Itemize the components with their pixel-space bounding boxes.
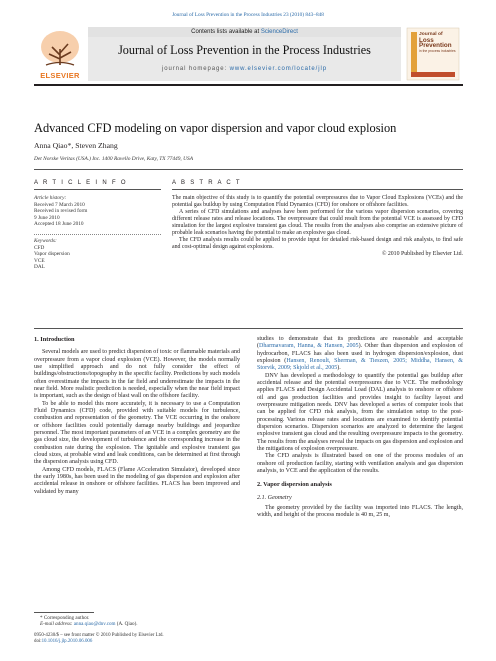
- section-heading-introduction: 1. Introduction: [34, 336, 75, 343]
- sciencedirect-link[interactable]: ScienceDirect: [260, 29, 298, 35]
- doi-line: [34, 639, 164, 645]
- keywords-label: Keywords:: [34, 238, 57, 244]
- body-right-column: [257, 336, 463, 520]
- body-paragraph: DNV has developed a methodology to quantify the potential gas buildup after accidental release and the potential overpressures due to VCE. The methodology applies FLACS and Design Accidental Load (DAL) analysis to onshore or offshore oil and gas production facilities and provides insight to facility layout and overpressure mitigation needs. DNV has developed a series of computer tools that can be applied for CFD risk analysis, from the simulation setup to the post-processing. Various release rates and locations are examined to identify potential dispersion scenarios. Dispersion scenarios are analyzed to determine the largest explosive transient gas cloud and the resulting overpressure impacts to the geometry. The results from the analyses reveal the impacts on gas dispersion and explosion and the mitigations of explosion overpressure.: [257, 372, 463, 452]
- body-paragraph: To be able to model this more accurately, it is necessary to use a Computation Fluid Dynamics (CFD) code, provided with suitable models for turbulence, combustion and representation of the geometry. The VCE occurring in the onshore or offshore facilities could potentially damage nearby buildings and jeopardize personnel. The most important parameters of an VCE in a complex geometry are the gas cloud size, the development of turbulence and the corresponding increase in the combustion rate during the explosion. The ignitable and explosive transient gas cloud sizes, at probable wind and leak conditions, can be determined at first through the dispersion analysis using CFD.: [34, 400, 240, 466]
- article-authors[interactable]: Anna Qiao*, Steven Zhang: [34, 141, 118, 150]
- corresponding-author-note: * Corresponding author.: [40, 615, 90, 621]
- body-left-column: [34, 336, 240, 496]
- abstract-divider: [34, 328, 463, 329]
- abstract-heading: A B S T R A C T: [172, 180, 242, 186]
- email-line: [40, 621, 138, 627]
- text-run: ).: [337, 365, 341, 372]
- keyword: DAL: [34, 264, 45, 271]
- keyword: Vapor dispersion: [34, 251, 70, 258]
- journal-name: Journal of Loss Prevention in the Process Industries: [118, 43, 371, 57]
- contents-prefix: Contents lists available at: [191, 29, 261, 35]
- title-divider: [34, 169, 463, 170]
- abstract-rule: [172, 189, 463, 190]
- keywords-list: [34, 238, 161, 271]
- body-paragraph: [257, 336, 463, 373]
- cover-line-4: in the process industries: [419, 48, 456, 53]
- abstract-copyright: © 2010 Published by Elsevier Ltd.: [381, 251, 463, 258]
- header-divider: [34, 84, 463, 86]
- issn-line: 0950-4230/$ – see front matter © 2010 Published by Elsevier Ltd.: [34, 633, 164, 638]
- keyword: CFD: [34, 244, 45, 251]
- history-line: Accepted 18 June 2010: [34, 221, 84, 228]
- history-line: Received 7 March 2010: [34, 201, 85, 208]
- journal-homepage: [88, 66, 401, 72]
- keyword: VCE: [34, 257, 45, 264]
- doi-label: doi:: [34, 639, 42, 644]
- contents-line: [88, 29, 401, 35]
- cover-line-1: Journal of: [419, 32, 443, 37]
- subsection-heading-geometry: 2.1. Geometry: [257, 494, 292, 501]
- article-history: [34, 195, 161, 228]
- cover-line-2: Loss: [419, 36, 434, 44]
- citation-link[interactable]: Dharmavaram, Hanna, & Hansen, 2005: [259, 343, 359, 350]
- footnote-rule: [34, 612, 94, 613]
- history-label: Article history:: [34, 195, 67, 201]
- body-paragraph: The geometry provided by the facility was imported into FLACS. The length, width, and height of the process module is 40 m, 25 m,: [257, 504, 463, 519]
- doi-link[interactable]: 10.1016/j.jlp.2010.06.006: [41, 639, 93, 644]
- homepage-label: journal homepage:: [162, 66, 230, 72]
- article-title: Advanced CFD modeling on vapor dispersion and vapor cloud explosion: [34, 121, 397, 135]
- author-email-link[interactable]: anna.qiao@dnv.com: [73, 621, 116, 628]
- history-line: Received in revised form: [34, 208, 88, 215]
- elsevier-logo: [34, 27, 86, 81]
- journal-cover-thumbnail[interactable]: [403, 27, 463, 81]
- body-paragraph: Among CFD models, FLACS (Flame ACceleration Simulator), developed since the early 1980s, has been used in the modeling of gas dispersion and explosion after accidental release in onshore or offshore facilities. FLACS has been improved and validated by many: [34, 466, 240, 495]
- abstract-body: [172, 195, 463, 258]
- issn-block: [34, 633, 164, 645]
- homepage-link[interactable]: www.elsevier.com/locate/jlp: [229, 66, 327, 72]
- journal-citation[interactable]: Journal of Loss Prevention in the Process Industries 23 (2010) 843–848: [172, 12, 324, 18]
- keywords-rule: [34, 234, 161, 235]
- citation-link[interactable]: Hansen, Renoult, Sherman, & Tieszen, 2005; Middha, Hansen, & Storvik, 2009; Skjold et al., 2005: [257, 357, 463, 372]
- body-paragraph: Several models are used to predict dispersion of toxic or flammable materials and overpressure from a vapor cloud explosion (VCE). However, the models normally use simplified approach and do not fully consider the effect of buildings/obstructions/topography in the specific facility. Predictions by such models often overestimate the impacts in the far field and underestimate the impacts in the near field. More realistic prediction is needed, especially when the near field impact is important, such as the design of blast wall on the offshore facility.: [34, 349, 241, 400]
- abstract-paragraph: The main objective of this study is to quantify the potential overpressures due to Vapor Cloud Explosions (VCEs) and the potential gas buildup by using Computation Fluid Dynamics (CFD) for onshore or offshore facilities.: [172, 195, 463, 209]
- email-label: E-mail address:: [40, 621, 74, 628]
- publisher-name: ELSEVIER: [40, 71, 80, 80]
- author-affiliation: Det Norske Veritas (USA.) Inc. 1400 Ravello Drive, Katy, TX 77449, USA: [34, 156, 193, 162]
- section-heading-vapor-dispersion: 2. Vapor dispersion analysis: [257, 481, 332, 489]
- text-run: studies to demonstrate that its predictions are reasonable and acceptable (: [257, 336, 463, 350]
- article-info-rule: [34, 189, 161, 190]
- abstract-paragraph: The CFD analysis results could be applied to provide input for detailed risk-based design and risk analysis, to find safe and cost-optimal design against explosions.: [172, 237, 463, 251]
- text-run: ). Other than dispersion and explosion of hydrocarbon, FLACS has also been used in hydrogen dispersion/explosion, dust explosion (: [257, 343, 463, 364]
- history-line: 9 June 2010: [34, 214, 60, 221]
- footnote-block: [40, 615, 138, 628]
- article-info-heading: A R T I C L E I N F O: [34, 180, 128, 186]
- cover-line-3: Prevention: [419, 42, 452, 50]
- email-suffix: (A. Qiao).: [115, 621, 138, 628]
- abstract-paragraph: A series of CFD simulations and analyses have been performed for the various vapor dispersion scenarios, covering different release rates and release locations. The overpressure that could result from the potential VCE is assessed by CFD simulation for the largest explosive transient gas cloud. The results from the analyses also comprise an extensive picture of probable leak scenarios having the potential to make an explosive gas cloud.: [172, 209, 463, 237]
- body-paragraph: The CFD analysis is illustrated based on one of the process modules of an onshore oil production facility, starting with ventilation analysis and gas dispersion analysis, to VCE and the application of the results.: [257, 453, 463, 474]
